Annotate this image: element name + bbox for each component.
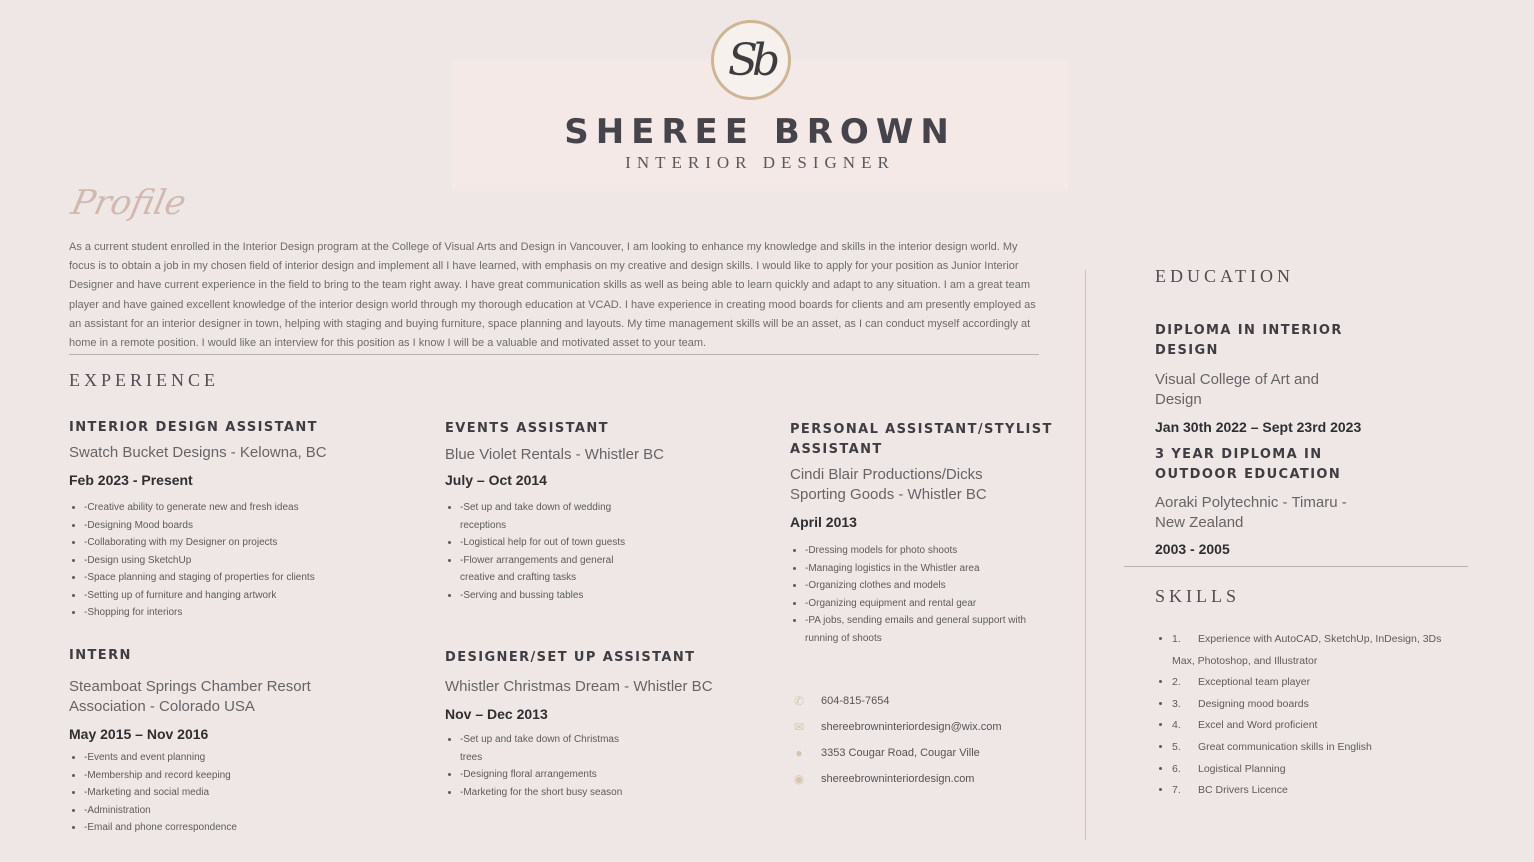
job-company: Blue Violet Rentals - Whistler BC xyxy=(445,446,664,463)
list-item: • -Organizing clothes and models xyxy=(805,577,1030,595)
list-item: • -Email and phone correspondence xyxy=(84,819,369,837)
column-divider xyxy=(1085,270,1086,840)
job-entry xyxy=(69,646,369,837)
monogram-text: Sb xyxy=(727,34,775,86)
list-item: • 4. Excel and Word proficient xyxy=(1172,715,1452,737)
experience-heading: EXPERIENCE xyxy=(69,370,219,390)
job-title: EVENTS ASSISTANT xyxy=(445,421,609,436)
list-item: • -Organizing equipment and rental gear xyxy=(805,595,1030,613)
phone-icon: ✆ xyxy=(793,694,805,708)
skills-list xyxy=(1157,629,1452,802)
list-item: • 1. Experience with AutoCAD, SketchUp, InDesign, 3Ds Max, Photoshop, and Illustrator xyxy=(1172,629,1452,672)
job-duties xyxy=(69,499,399,622)
job-dates: Nov – Dec 2013 xyxy=(445,706,548,722)
list-item: • -Marketing for the short busy season xyxy=(460,784,640,802)
job-dates: Feb 2023 - Present xyxy=(69,472,193,488)
education-dates: 2003 - 2005 xyxy=(1155,541,1230,557)
list-item: • -Flower arrangements and general creative and crafting tasks xyxy=(460,552,640,587)
education-school: Visual College of Art and Design xyxy=(1155,371,1319,408)
contact-email xyxy=(792,714,1072,740)
candidate-name: SHEREE BROWN xyxy=(564,112,956,152)
job-entry xyxy=(445,419,735,604)
job-duties xyxy=(445,499,640,604)
website-text: shereebrowninteriordesign.com xyxy=(821,773,975,785)
job-entry xyxy=(445,648,745,801)
profile-heading: Profile xyxy=(67,183,190,223)
contact-phone xyxy=(792,688,1072,714)
education-dates: Jan 30th 2022 – Sept 23rd 2023 xyxy=(1155,419,1362,435)
list-item: • -Design using SketchUp xyxy=(84,552,399,570)
education-entry xyxy=(1155,321,1385,435)
candidate-role: INTERIOR DESIGNER xyxy=(625,153,895,172)
list-item: • 5. Great communication skills in English xyxy=(1172,737,1452,759)
list-item: • -Shopping for interiors xyxy=(84,604,399,622)
job-dates: April 2013 xyxy=(790,514,857,530)
address-text: 3353 Cougar Road, Cougar Ville xyxy=(821,747,980,759)
list-item: • -Logistical help for out of town guests xyxy=(460,534,640,552)
job-entry xyxy=(790,420,1065,647)
profile-divider xyxy=(69,354,1039,355)
job-entry xyxy=(69,418,399,622)
email-text: shereebrowninteriordesign@wix.com xyxy=(821,721,1002,733)
list-item: • -Setting up of furniture and hanging artwork xyxy=(84,587,399,605)
job-duties xyxy=(790,542,1030,647)
list-item: • -Designing floral arrangements xyxy=(460,766,640,784)
list-item: • -PA jobs, sending emails and general support with running of shoots xyxy=(805,612,1030,647)
profile-text: As a current student enrolled in the Interior Design program at the College of Visual Arts and Design in Vancouver, I am looking to enhance my knowledge and skills in the interior design world. My focus is to obtain a job in my chosen field of interior design and implement all I have learned, with emphasis on my creative and design skills. I would like to apply for your position as Junior Interior Designer and have current experience in the field to bring to the team right away. I have great communication skills as well as being able to learn quickly and adapt to any situation. I am a great team player and have gained excellent knowledge of the interior design world through my thorough education at VCAD. I have experience in creating mood boards for clients and am presently employed as an assistant for an interior designer in town, helping with staging and buying furniture, space planning and layouts. My time management skills will be an asset, as I can conduct myself accordingly at home in a remote position. I would like an interview for this position as I know I will be a valuable and motivated asset to your team. xyxy=(69,241,1036,350)
list-item: • -Set up and take down of Christmas trees xyxy=(460,731,640,766)
monogram-logo xyxy=(711,20,791,100)
job-dates: July – Oct 2014 xyxy=(445,472,547,488)
education-entry xyxy=(1155,445,1385,557)
list-item: • 2. Exceptional team player xyxy=(1172,672,1452,694)
list-item: • -Administration xyxy=(84,802,369,820)
list-item: • -Events and event planning xyxy=(84,749,369,767)
education-degree: 3 YEAR DIPLOMA IN OUTDOOR EDUCATION xyxy=(1155,447,1342,482)
job-duties xyxy=(445,731,640,801)
list-item: • -Managing logistics in the Whistler area xyxy=(805,560,1030,578)
job-dates: May 2015 – Nov 2016 xyxy=(69,726,209,742)
job-title: PERSONAL ASSISTANT/STYLIST ASSISTANT xyxy=(790,422,1053,457)
skills-heading: SKILLS xyxy=(1155,586,1241,606)
job-company: Whistler Christmas Dream - Whistler BC xyxy=(445,678,713,695)
education-divider xyxy=(1124,566,1468,567)
job-duties xyxy=(69,749,369,837)
list-item: • -Serving and bussing tables xyxy=(460,587,640,605)
job-company: Swatch Bucket Designs - Kelowna, BC xyxy=(69,444,327,461)
list-item: • 7. BC Drivers Licence xyxy=(1172,780,1452,802)
education-heading: EDUCATION xyxy=(1155,266,1294,286)
list-item: • -Membership and record keeping xyxy=(84,767,369,785)
list-item: • 3. Designing mood boards xyxy=(1172,694,1452,716)
location-icon: ● xyxy=(795,746,803,760)
job-company: Cindi Blair Productions/Dicks Sporting Goods - Whistler BC xyxy=(790,466,987,503)
job-title: INTERN xyxy=(69,648,132,663)
education-school: Aoraki Polytechnic - Timaru - New Zealand xyxy=(1155,494,1347,531)
job-title: DESIGNER/SET UP ASSISTANT xyxy=(445,650,696,665)
job-company: Steamboat Springs Chamber Resort Association - Colorado USA xyxy=(69,678,311,715)
list-item: • -Space planning and staging of properties for clients xyxy=(84,569,399,587)
list-item: • -Designing Mood boards xyxy=(84,517,399,535)
list-item: • 6. Logistical Planning xyxy=(1172,759,1452,781)
education-degree: DIPLOMA IN INTERIOR DESIGN xyxy=(1155,323,1343,358)
list-item: • -Collaborating with my Designer on projects xyxy=(84,534,399,552)
contact-website xyxy=(792,766,1072,792)
contact-block xyxy=(792,688,1072,792)
phone-text: 604-815-7654 xyxy=(821,695,890,707)
job-title: INTERIOR DESIGN ASSISTANT xyxy=(69,420,318,435)
list-item: • -Set up and take down of wedding receptions xyxy=(460,499,640,534)
list-item: • -Creative ability to generate new and fresh ideas xyxy=(84,499,399,517)
globe-icon: ◉ xyxy=(793,772,805,786)
mail-icon: ✉ xyxy=(793,720,805,734)
list-item: • -Dressing models for photo shoots xyxy=(805,542,1030,560)
contact-address xyxy=(792,740,1072,766)
list-item: • -Marketing and social media xyxy=(84,784,369,802)
